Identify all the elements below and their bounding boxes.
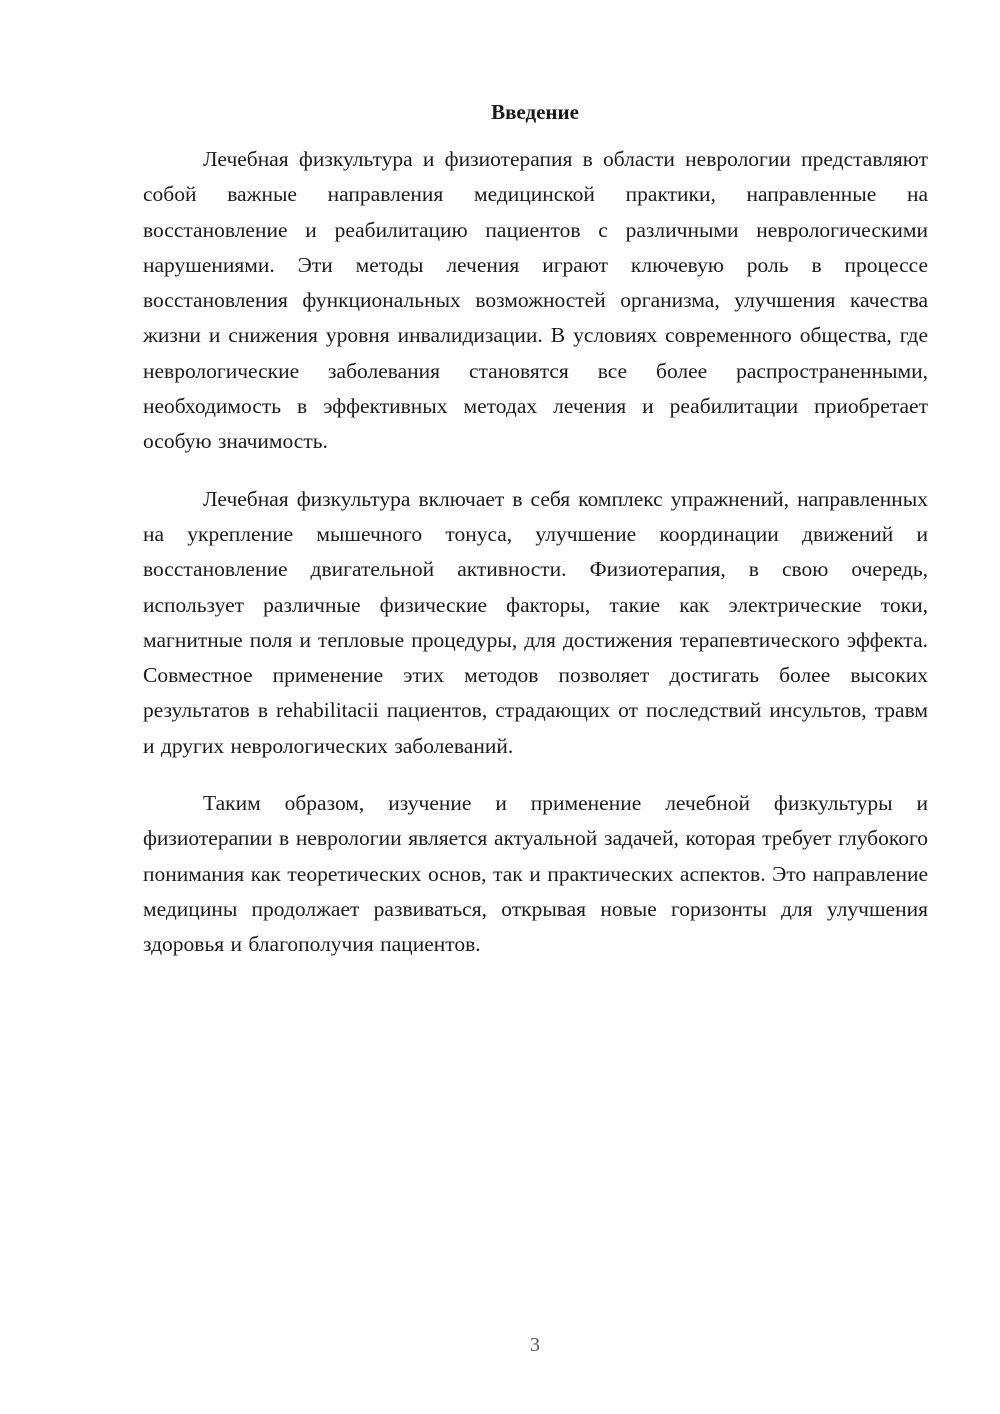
page-number: 3 (530, 1334, 540, 1356)
body-text (143, 142, 928, 985)
paragraph-1: Лечебная физкультура и физиотерапия в области неврологии представляют собой важные направления медицинской практики, направленные на восстановление и реабилитацию пациентов с различными неврологическими нарушениями. Эти методы лечения играют ключевую роль в процессе восстановления функциональных возможностей организма, улучшения качества жизни и снижения уровня инвалидизации. В условиях современного общества, где неврологические заболевания становятся все более распространенными, необходимость в эффективных методах лечения и реабилитации приобретает особую значимость. (143, 147, 928, 454)
paragraph-3: Таким образом, изучение и применение лечебной физкультуры и физиотерапии в неврологии является актуальной задачей, которая требует глубокого понимания как теоретических основ, так и практических аспектов. Это направление медицины продолжает развиваться, открывая новые горизонты для улучшения здоровья и благополучия пациентов. (143, 791, 928, 957)
paragraph-2: Лечебная физкультура включает в себя комплекс упражнений, направленных на укрепление мышечного тонуса, улучшение координации движений и восстановление двигательной активности. Физиотерапия, в свою очередь, использует различные физические факторы, такие как электрические токи, магнитные поля и тепловые процедуры, для достижения терапевтического эффекта. Совместное применение этих методов позволяет достигать более высоких результатов в rehabilitacii пациентов, страдающих от последствий инсультов, травм и других неврологических заболеваний. (143, 486, 928, 758)
section-heading: Введение (491, 100, 579, 124)
